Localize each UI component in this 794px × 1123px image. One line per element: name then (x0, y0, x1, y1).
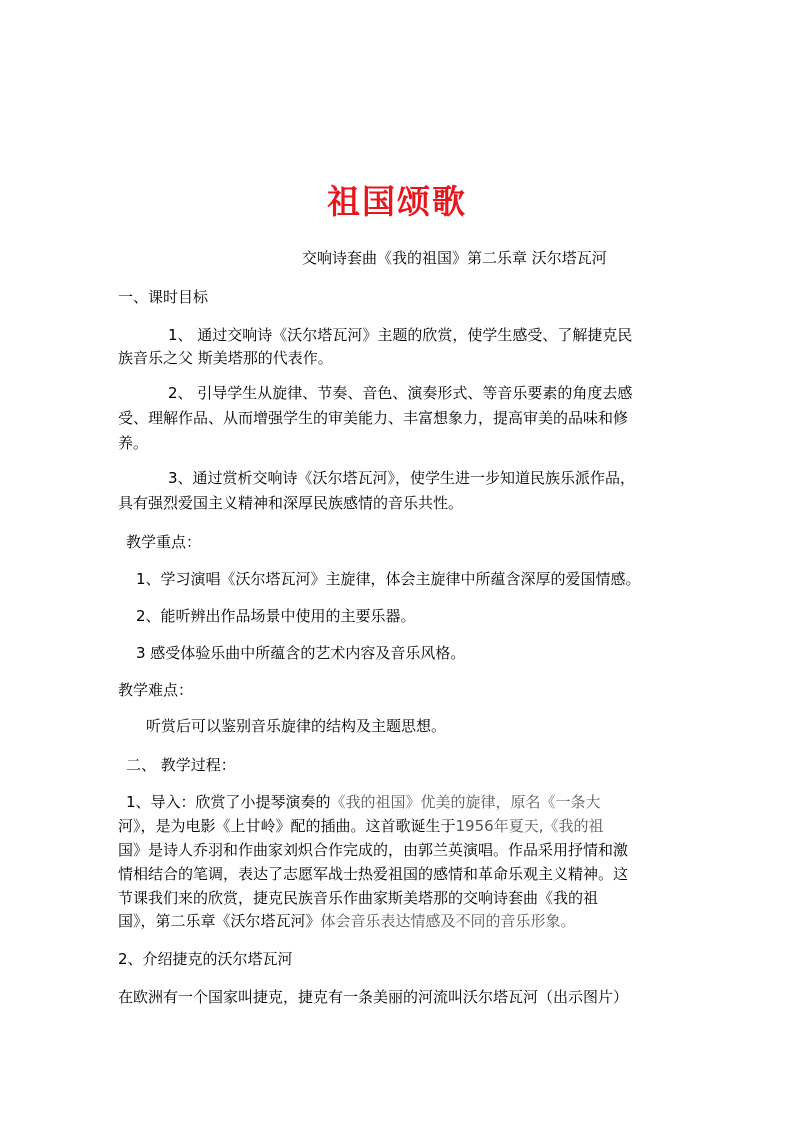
intro-line-2-main: 河》，是为电影《上甘岭》配的插曲。这首歌诞生于 (118, 817, 456, 835)
intro-line-6-main: 国》，第二乐章《沃尔塔瓦河》 (118, 912, 321, 930)
goal-3-line-2: 具有强烈爱国主义精神和深厚民族感情的音乐共性。 (118, 494, 464, 512)
intro-line-5: 节课我们来的欣赏，捷克民族音乐作曲家斯美塔那的交响诗套曲《我的祖 (118, 889, 599, 907)
goal-2-line-2: 受、理解作品、从而增强学生的审美能力、丰富想象力，提高审美的品味和修 (118, 409, 629, 427)
document-subtitle: 交响诗套曲《我的祖国》第二乐章 沃尔塔瓦河 (302, 249, 607, 267)
intro-line-1 (126, 792, 601, 812)
intro-line-2-date: 1956年夏天,《我的祖 (455, 817, 604, 835)
intro-line-3: 国》是诗人乔羽和作曲家刘炽合作完成的，由郭兰英演唱。作品采用抒情和激 (118, 841, 629, 859)
key-point-1: 1、学习演唱《沃尔塔瓦河》主旋律，体会主旋律中所蕴含深厚的爱国情感。 (136, 570, 641, 588)
intro-line-2 (118, 816, 603, 836)
goal-3-line-1: 3、通过赏析交响诗《沃尔塔瓦河》，使学生进一步知道民族乐派作品， (168, 469, 636, 487)
item-2-text: 在欧洲有一个国家叫捷克，捷克有一条美丽的河流叫沃尔塔瓦河（出示图片） (118, 988, 629, 1006)
intro-line-6 (118, 911, 576, 931)
document-title: 祖国颂歌 (327, 182, 467, 221)
goal-2-line-3: 养。 (118, 434, 149, 452)
key-points-heading: 教学重点： (126, 533, 202, 551)
goal-1-line-2: 族音乐之父 斯美塔那的代表作。 (118, 349, 333, 367)
goal-1-line-1: 1、 通过交响诗《沃尔塔瓦河》主题的欣赏，使学生感受、了解捷克民 (168, 326, 633, 344)
intro-line-4: 情相结合的笔调，表达了志愿军战士热爱祖国的感情和革命乐观主义精神。这 (118, 865, 629, 883)
key-point-3: 3 感受体验乐曲中所蕴含的艺术内容及音乐风格。 (136, 644, 466, 662)
intro-line-1-main: 1、导入：欣赏了小提琴演奏的 (126, 793, 331, 811)
difficulty-heading: 教学难点： (118, 681, 194, 699)
section-heading-process: 二、 教学过程： (126, 756, 236, 774)
intro-line-1-quoted: 《我的祖国》优美的旋律，原名《一条大 (330, 793, 601, 811)
difficulty-item: 听赏后可以鉴别音乐旋律的结构及主题思想。 (146, 717, 447, 735)
item-2-heading: 2、介绍捷克的沃尔塔瓦河 (118, 950, 293, 968)
intro-line-6-rest: 体会音乐表达情感及不同的音乐形象。 (320, 912, 576, 930)
section-heading-goals: 一、课时目标 (118, 288, 209, 306)
goal-2-line-1: 2、 引导学生从旋律、节奏、音色、演奏形式、等音乐要素的角度去感 (168, 384, 633, 402)
key-point-2: 2、能听辨出作品场景中使用的主要乐器。 (136, 607, 416, 625)
